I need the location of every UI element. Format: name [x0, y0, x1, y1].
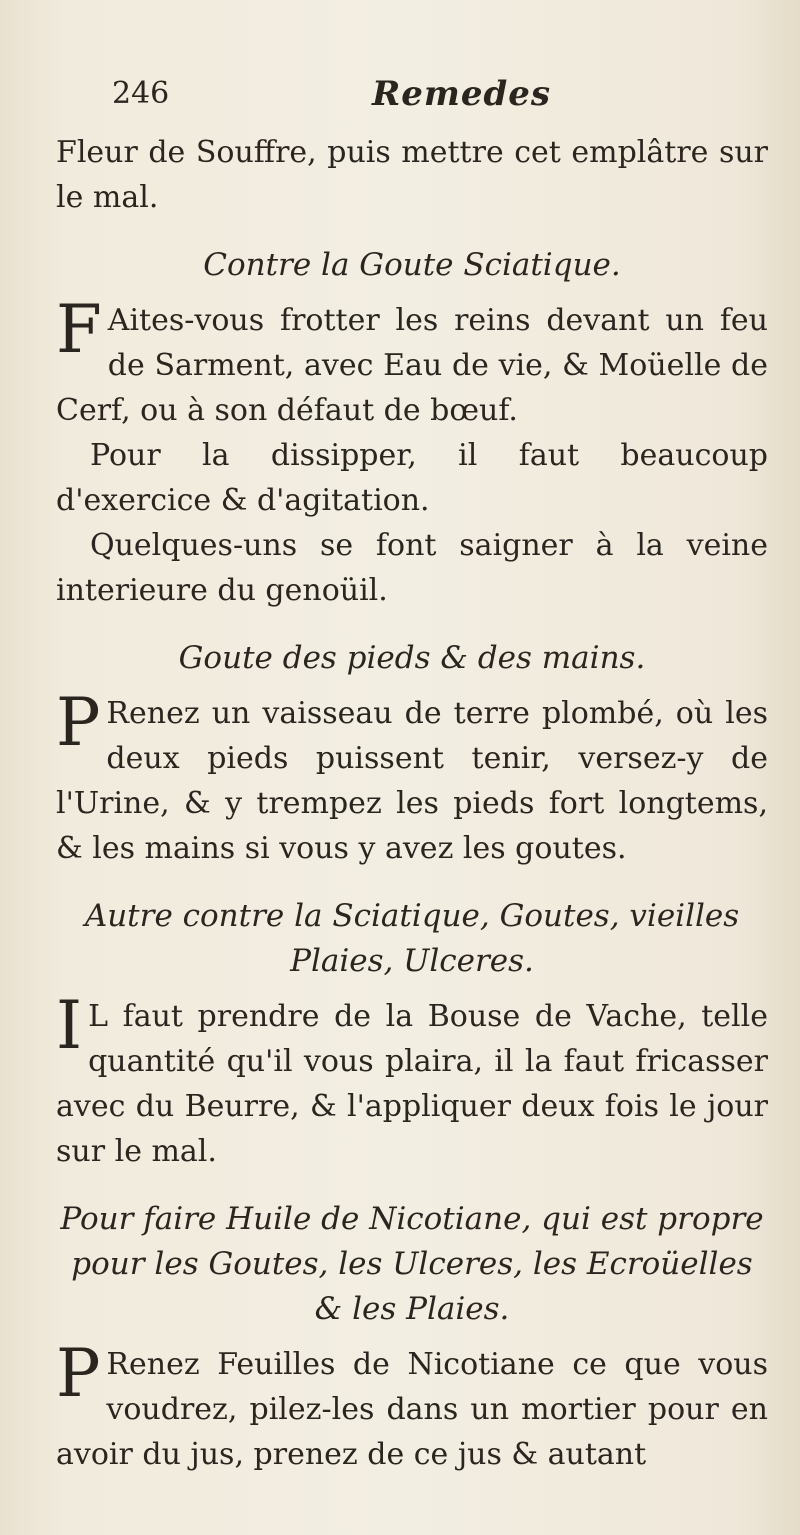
section-heading-nicotiane-line2: pour les Goutes, les Ulceres, les Ecroüelles — [71, 1246, 753, 1282]
paragraph-feuilles: PRenez Feuilles de Nicotiane ce que vous voudrez, pilez-les dans un mortier pour en avoir du jus, prenez de ce jus & autant — [56, 1335, 768, 1472]
paragraph-bouse: IL faut prendre de la Bouse de Vache, telle quantité qu'il vous plaira, il la faut fricasser avec du Beurre, & l'appliquer deux fois le jour sur le mal. — [56, 987, 768, 1169]
page-header — [112, 76, 752, 126]
section-heading-nicotiane — [56, 1197, 768, 1332]
section-heading-autre-line1: Autre contre la Sciatique, Goutes, vieilles — [84, 898, 740, 934]
page-number: 246 — [112, 76, 170, 111]
section-heading-autre-line2: Plaies, Ulceres. — [290, 943, 534, 979]
running-title: Remedes — [372, 74, 552, 114]
paragraph-dissipper: Pour la dissipper, il faut beaucoup d'exercice & d'agitation. — [56, 438, 768, 518]
section-heading-sciatique: Contre la Goute Sciatique. — [203, 247, 621, 283]
section-heading-goute-pieds: Goute des pieds & des mains. — [178, 640, 646, 676]
paragraph-saigner: Quelques-uns se font saigner à la veine interieure du genoüil. — [56, 528, 768, 608]
paragraph-frotter: FAites-vous frotter les reins devant un feu de Sarment, avec Eau de vie, & Moüelle de Cerf, ou à son défaut de bœuf. — [56, 291, 768, 428]
section-heading-nicotiane-line1: Pour faire Huile de Nicotiane, qui est propre — [60, 1201, 764, 1237]
paragraph-vaisseau: PRenez un vaisseau de terre plombé, où les deux pieds puissent tenir, versez-y de l'Urine, & y trempez les pieds fort longtems, & les mains si vous y avez les goutes. — [56, 684, 768, 866]
section-heading-autre — [56, 894, 768, 984]
page-body — [56, 130, 768, 1477]
continued-paragraph: Fleur de Souffre, puis mettre cet emplâtre sur le mal. — [56, 135, 768, 215]
section-heading-nicotiane-line3: & les Plaies. — [314, 1291, 510, 1327]
